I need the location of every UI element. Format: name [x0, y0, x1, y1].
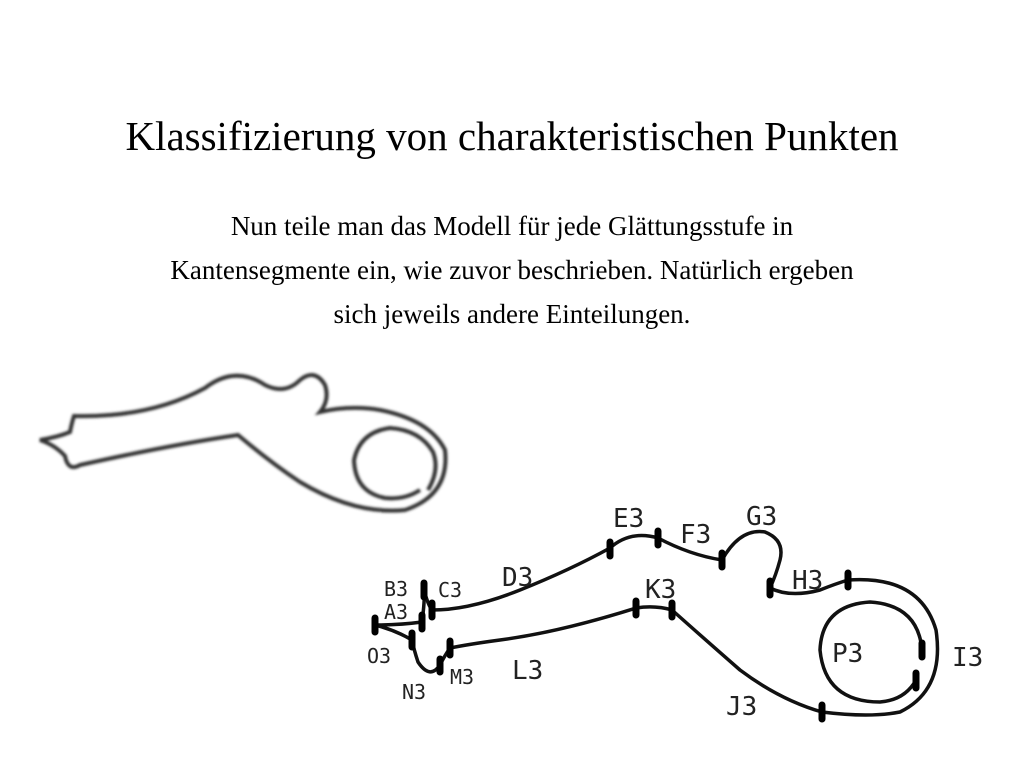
label-i3: I3: [952, 643, 984, 673]
label-p3: P3: [832, 639, 864, 669]
label-c3: C3: [438, 578, 463, 602]
label-n3: N3: [402, 680, 427, 704]
label-b3: B3: [384, 577, 409, 601]
label-l3: L3: [512, 656, 544, 686]
label-h3: H3: [792, 566, 824, 596]
label-f3: F3: [680, 520, 712, 550]
label-a3: A3: [384, 600, 409, 624]
smoothed-shape: [40, 375, 446, 511]
label-d3: D3: [502, 563, 534, 593]
segment-n3: [412, 640, 440, 672]
body-line-3: sich jeweils andere Einteilungen.: [333, 299, 691, 329]
label-m3: M3: [450, 665, 475, 689]
label-e3: E3: [613, 504, 645, 534]
segment-e3: [610, 536, 658, 548]
segment-k3: [636, 607, 672, 610]
label-k3: K3: [645, 575, 677, 605]
body-line-1: Nun teile man das Modell für jede Glättungsstufe in: [230, 211, 794, 241]
segment-l3: [450, 608, 636, 648]
label-j3: J3: [726, 692, 758, 722]
segment-o3: [375, 625, 412, 640]
body-line-2: Kantensegmente ein, wie zuvor beschrieben. Natürlich ergeben: [170, 255, 854, 285]
label-g3: G3: [746, 502, 778, 532]
label-o3: O3: [367, 644, 392, 668]
slide-title: Klassifizierung von charakteristischen Punkten: [125, 113, 899, 159]
